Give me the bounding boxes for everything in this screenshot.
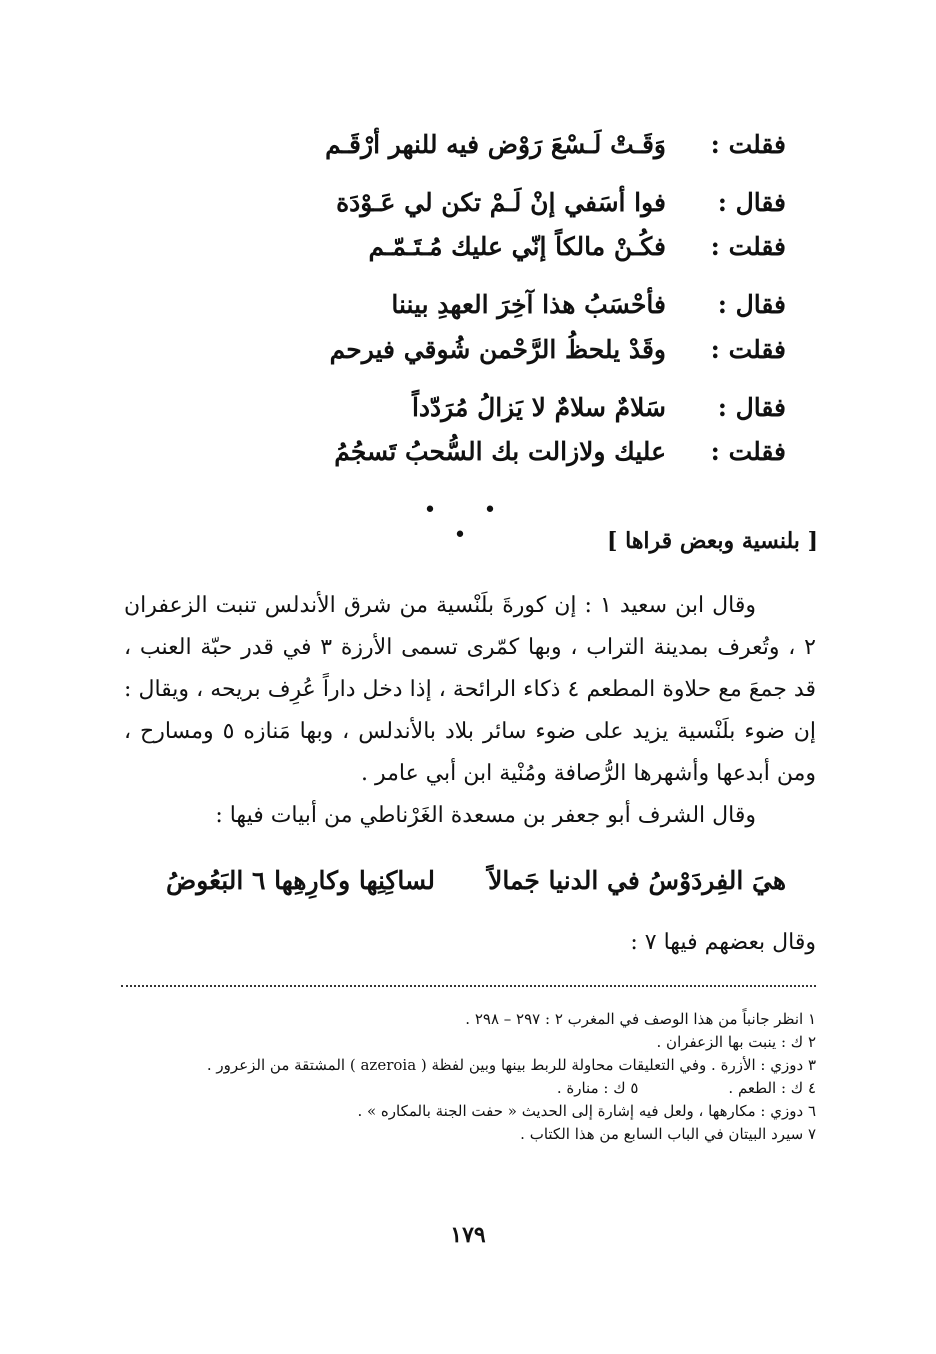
verse-text: وَقَـتْ لَـسْعَ رَوْض فيه للنهر أرْقَـم [325,130,666,159]
speaker-label: فقال : [717,290,786,319]
paragraph: وقال ابن سعيد ١ : إن كورةَ بلَنْسية من شرق الأندلس تنبت الزعفران ٢ ، وتُعرف بمدينة التراب ، وبها كمّرى تسمى الأرزة ٣ في قدر حبّة العنب ، قد جمعَ مع حلاوة المطعم ٤ ذكاء الرائحة ، إذا دخل داراً عُرِف بريحه ، ويقال : إن ضوء بلَنْسية يزيد على ضوء سائر بلاد بالأندلس ، وبها مَنازه ٥ ومسارح ، ومن أبدعها وأشهرها الرُّصافة ومُنْية ابن أبي عامر . [124,593,816,786]
verse-line [166,866,786,895]
dialogue-line [126,437,786,477]
dialogue-line [126,232,786,272]
speaker-label: فقلت : [710,335,786,364]
speaker-label: فقلت : [710,130,786,159]
footnote: ٤ ك : الطعم . [728,1079,816,1097]
dialogue-line [126,290,786,330]
paragraph: وقال الشرف أبو جعفر بن مسعدة الغَرْناطي من أبيات فيها : [215,803,756,828]
prose-body [124,585,816,837]
dialogue-line [126,188,786,228]
footnote: ٧ سيرد البيتان في الباب السابع من هذا الكتاب . [520,1125,816,1143]
dialogue-line [126,393,786,433]
speaker-label: فقال : [717,393,786,422]
verse-text: فأحْسَبُ هذا آخِرَ العهدِ بيننا [391,290,666,319]
verse-hemistich-first: هيَ الفِردَوْسُ في الدنيا جَمالاً [488,866,786,895]
footnote: ٣ دوزي : الأزرة . وفي التعليقات محاولة للربط بينها وبين لفظة ( azeroia ) المشتقة من الزعرور . [206,1056,816,1074]
lead-line: وقال بعضهم فيها ٧ : [630,930,816,955]
dialogue-line [126,335,786,375]
ornament-divider: • • • [423,498,517,548]
footnote: ١ انظر جانباً من هذا الوصف في المغرب ٢ : ٢٩٧ – ٢٩٨ . [465,1010,816,1028]
speaker-label: فقلت : [710,232,786,261]
footnotes [116,1008,816,1146]
verse-text: عليك ولازالت بك السُّحبُ تَسجُمُ [334,437,666,466]
dialogue-line [126,130,786,170]
verse-text: فكُـنْ مالكاً إنّي عليك مُـتَـمّـم [368,232,666,261]
section-heading: [ بلنسية وبعض قراها ] [607,528,818,554]
footnote: ٥ ك : منارة . [556,1079,639,1097]
verse-text: فوا أسَفي إنْ لَـمْ تكن لي عَـوْدَة [336,188,666,217]
footnote: ٦ دوزي : مكارهها ، ولعل فيه إشارة إلى الحديث « حفت الجنة بالمكاره » . [357,1102,816,1120]
footnote-pair [116,1077,816,1100]
footnote: ٢ ك : ينبت بها الزعفران . [656,1033,816,1051]
verse-hemistich-second: لساكِنِها وكارِهِها ٦ البَعُوضُ [166,866,435,895]
speaker-label: فقال : [717,188,786,217]
page-number: ١٧٩ [450,1222,486,1248]
verse-text: سَلامٌ سلامٌ لا يَزالُ مُرَدّداً [411,393,666,422]
verse-text: وقَدْ يلحظُ الرَّحْمن شُوقي فيرحم [329,335,666,364]
footnote-separator [121,985,816,987]
speaker-label: فقلت : [710,437,786,466]
